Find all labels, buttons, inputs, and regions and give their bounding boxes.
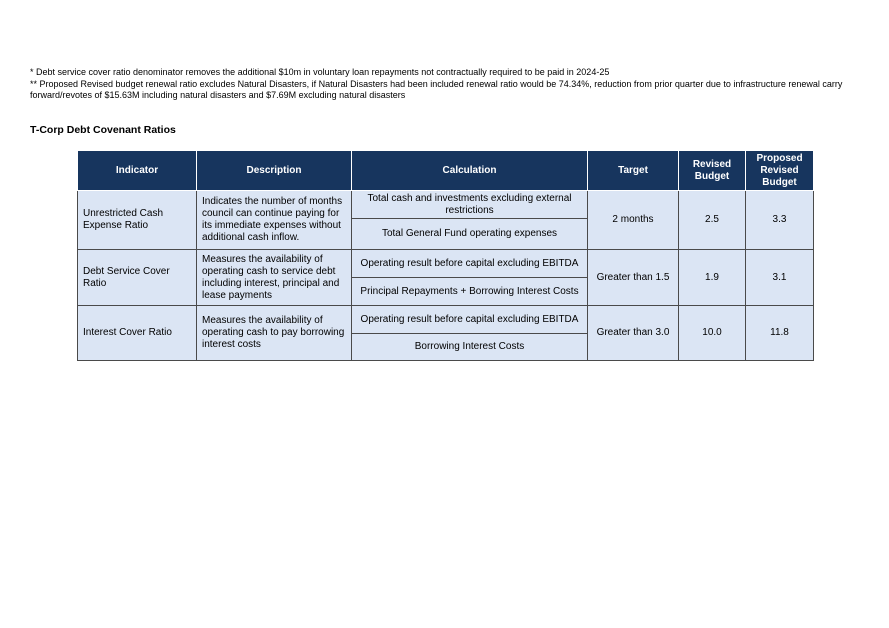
cell-proposed-revised-budget: 3.3: [746, 191, 814, 250]
table-header-row: [78, 151, 814, 191]
cell-revised-budget: 10.0: [679, 306, 746, 361]
cell-calculation-numerator: Total cash and investments excluding external restrictions: [352, 191, 588, 219]
cell-description: Indicates the number of months council can continue paying for its immediate expenses without additional cash inflow.: [197, 191, 352, 250]
debt-covenant-table: [77, 150, 814, 361]
header-revised-budget: Revised Budget: [679, 151, 746, 191]
cell-target: Greater than 1.5: [588, 250, 679, 306]
cell-target: 2 months: [588, 191, 679, 250]
section-title: T-Corp Debt Covenant Ratios: [30, 124, 176, 136]
cell-revised-budget: 2.5: [679, 191, 746, 250]
table-row: [78, 306, 814, 334]
header-proposed-revised-budget: Proposed Revised Budget: [746, 151, 814, 191]
footnote-debt-service: * Debt service cover ratio denominator removes the additional $10m in voluntary loan repayments not contractually required to be paid in 2024-25: [30, 67, 610, 77]
table-row: [78, 191, 814, 219]
cell-calculation-denominator: Principal Repayments + Borrowing Interest Costs: [352, 278, 588, 306]
cell-target: Greater than 3.0: [588, 306, 679, 361]
footnotes: [30, 67, 850, 102]
header-calculation: Calculation: [352, 151, 588, 191]
cell-indicator: Debt Service Cover Ratio: [78, 250, 197, 306]
cell-indicator: Interest Cover Ratio: [78, 306, 197, 361]
cell-description: Measures the availability of operating cash to pay borrowing interest costs: [197, 306, 352, 361]
table-row: [78, 250, 814, 278]
cell-description: Measures the availability of operating cash to service debt including interest, principal and lease payments: [197, 250, 352, 306]
cell-calculation-denominator: Total General Fund operating expenses: [352, 219, 588, 250]
header-indicator: Indicator: [78, 151, 197, 191]
header-description: Description: [197, 151, 352, 191]
cell-calculation-numerator: Operating result before capital excluding EBITDA: [352, 250, 588, 278]
cell-revised-budget: 1.9: [679, 250, 746, 306]
cell-indicator: Unrestricted Cash Expense Ratio: [78, 191, 197, 250]
header-target: Target: [588, 151, 679, 191]
cell-proposed-revised-budget: 11.8: [746, 306, 814, 361]
cell-calculation-denominator: Borrowing Interest Costs: [352, 334, 588, 361]
cell-proposed-revised-budget: 3.1: [746, 250, 814, 306]
cell-calculation-numerator: Operating result before capital excluding EBITDA: [352, 306, 588, 334]
footnote-renewal-ratio: ** Proposed Revised budget renewal ratio excludes Natural Disasters, if Natural Disasters had been included renewal ratio would be 74.34%, reduction from prior quarter due to infrastructure renewal carry forward/revotes of $15.63M including natural disasters and $7.69M excluding natural disasters: [30, 78, 845, 100]
